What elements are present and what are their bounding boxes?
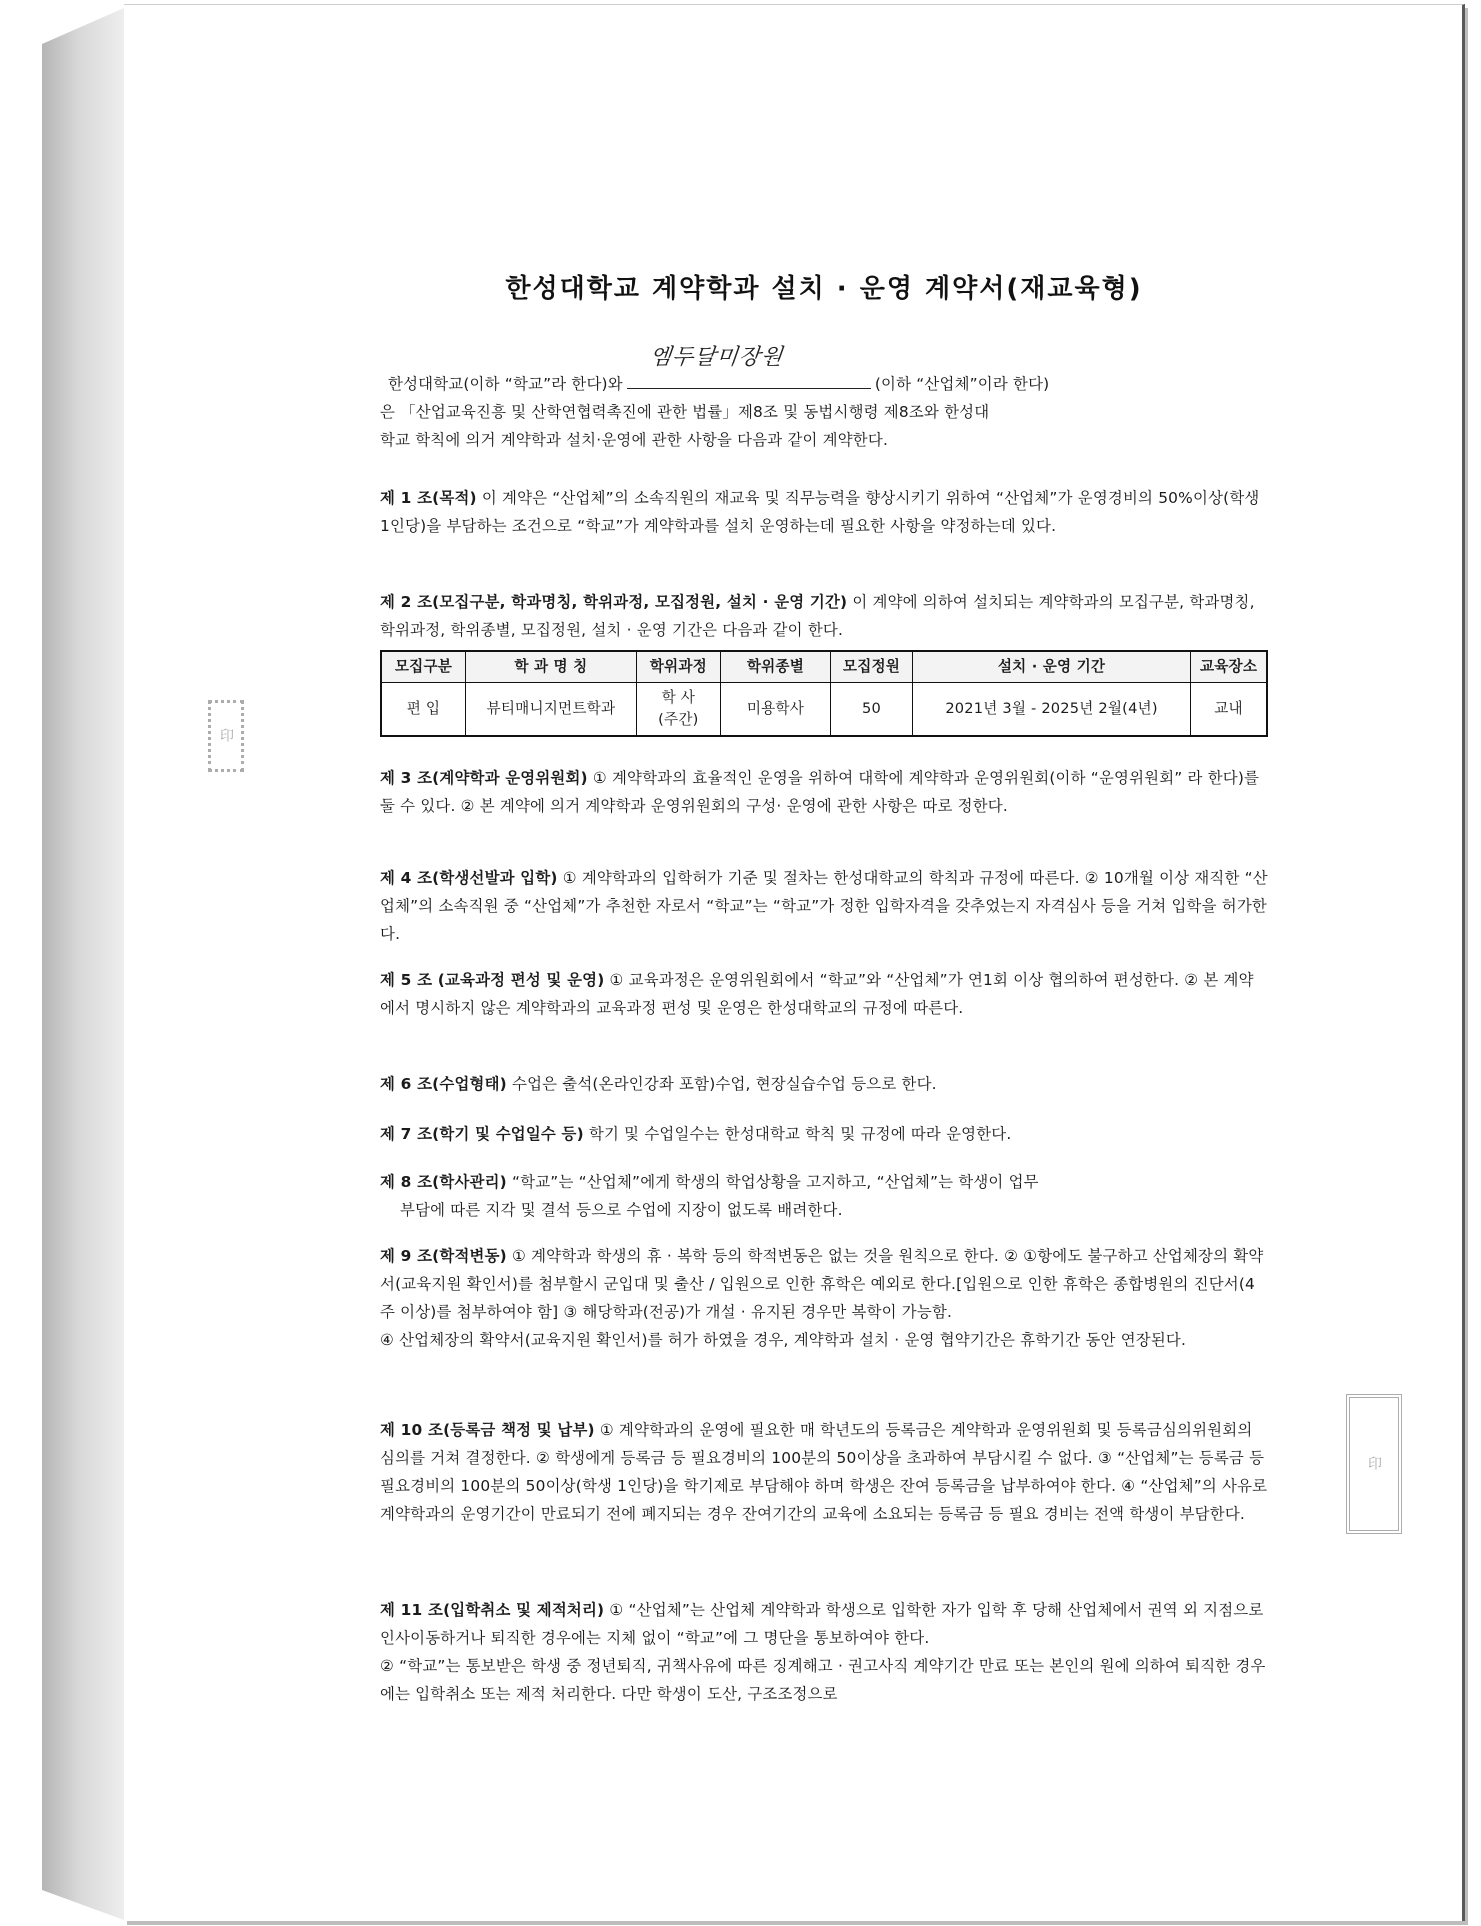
article-3 xyxy=(380,764,1268,820)
article-9 xyxy=(380,1242,1268,1354)
table-row xyxy=(381,683,1267,737)
article-10 xyxy=(380,1416,1268,1528)
article-8-text: “학교”는 “산업체”에게 학생의 학업상황을 고지하고, “산업체”는 학생이 업무 xyxy=(506,1173,1039,1191)
article-5-text: ① 교육과정은 운영위원회에서 “학교”와 “산업체”가 연1회 이상 협의하여 편성한다. ② 본 계약에서 명시하지 않은 계약학과의 교육과정 편성 및 운영은 한성대학교의 규정에 따른다. xyxy=(380,971,1254,1017)
seal-stamp-left: 印 xyxy=(208,700,244,772)
intro-part1: 한성대학교(이하 “학교”라 한다)와 xyxy=(388,375,623,393)
intro-line2: 은 「산업교육진흥 및 산학연협력촉진에 관한 법률」제8조 및 동법시행령 제8조와 한성대 xyxy=(380,403,990,421)
article-7-heading: 제 7 조(학기 및 수업일수 등) xyxy=(380,1125,584,1143)
intro-line3: 학교 학칙에 의거 계약학과 설치·운영에 관한 사항을 다음과 같이 계약한다. xyxy=(380,431,889,449)
party-signature: 엠두달미장원 xyxy=(648,345,785,370)
table-header: 모집구분 xyxy=(381,651,465,683)
article-11 xyxy=(380,1596,1268,1708)
table-header: 학위종별 xyxy=(720,651,830,683)
article-7 xyxy=(380,1120,1268,1148)
table-cell: 뷰티매니지먼트학과 xyxy=(465,683,636,737)
article-3-heading: 제 3 조(계약학과 운영위원회) xyxy=(380,769,588,787)
article-9-text: ① 계약학과 학생의 휴 · 복학 등의 학적변동은 없는 것을 원칙으로 한다. ② ①항에도 불구하고 산업체장의 확약서(교육지원 확인서)를 첨부할시 군입대 및 출산 / 입원으로 인한 휴학은 예외로 한다.[입원으로 인한 휴학은 종합병원의 진단서(4주 이상)를 첨부하여야 함] ③ 해당학과(전공)가 개설 · 유지된 경우만 복학이 가능함. xyxy=(380,1247,1264,1321)
article-10-heading: 제 10 조(등록금 책정 및 납부) xyxy=(380,1421,595,1439)
program-table xyxy=(380,650,1268,737)
article-5 xyxy=(380,966,1268,1022)
article-10-text: ① 계약학과의 운영에 필요한 매 학년도의 등록금은 계약학과 운영위원회 및 등록금심의위원회의 심의를 거쳐 결정한다. ② 학생에게 등록금 등 필요경비의 100분의 50이상을 초과하여 부담시킬 수 없다. ③ “산업체”는 등록금 등 필요경비의 100분의 50이상(학생 1인당)을 학기제로 부담해야 하며 학생은 잔여 등록금을 납부하여야 한다. ④ “산업체”의 사유로 계약학과의 운영기간이 만료되기 전에 폐지되는 경우 잔여기간의 교육에 소요되는 등록금 등 필요 경비는 전액 학생이 부담한다. xyxy=(380,1421,1268,1523)
article-6-text: 수업은 출석(온라인강좌 포함)수업, 현장실습수업 등으로 한다. xyxy=(506,1075,937,1093)
article-2-text: 이 계약에 의하여 설치되는 계약학과의 모집구분, 학과명칭, 학위과정, 학위종별, 모집정원, 설치 · 운영 기간은 다음과 같이 한다. xyxy=(380,593,1255,639)
article-8 xyxy=(380,1168,1268,1224)
article-11-text2: ② “학교”는 통보받은 학생 중 정년퇴직, 귀책사유에 따른 징계해고 · 권고사직 계약기간 만료 또는 본인의 원에 의하여 퇴직한 경우에는 입학취소 또는 제적 처리한다. 다만 학생이 도산, 구조조정으로 xyxy=(380,1657,1266,1703)
article-1 xyxy=(380,484,1268,540)
intro-part2: (이하 “산업체”이라 한다) xyxy=(874,375,1050,393)
table-cell: 50 xyxy=(831,683,913,737)
table-header: 학 과 명 칭 xyxy=(465,651,636,683)
article-8-text2: 부담에 따른 지각 및 결석 등으로 수업에 지장이 없도록 배려한다. xyxy=(400,1201,843,1219)
table-header: 설치 · 운영 기간 xyxy=(912,651,1190,683)
article-9-text2: ④ 산업체장의 확약서(교육지원 확인서)를 허가 하였을 경우, 계약학과 설치 · 운영 협약기간은 휴학기간 동안 연장된다. xyxy=(380,1331,1187,1349)
article-9-heading: 제 9 조(학적변동) xyxy=(380,1247,507,1265)
article-2 xyxy=(380,588,1268,644)
article-2-heading: 제 2 조(모집구분, 학과명칭, 학위과정, 모집정원, 설치 · 운영 기간) xyxy=(380,593,848,611)
article-7-text: 학기 및 수업일수는 한성대학교 학칙 및 규정에 따라 운영한다. xyxy=(583,1125,1012,1143)
table-header: 교육장소 xyxy=(1191,651,1267,683)
article-6 xyxy=(380,1070,1268,1098)
table-header-row xyxy=(381,651,1267,683)
table-cell: 편 입 xyxy=(381,683,465,737)
article-5-heading: 제 5 조 (교육과정 편성 및 운영) xyxy=(380,971,605,989)
article-6-heading: 제 6 조(수업형태) xyxy=(380,1075,507,1093)
article-4-text: ① 계약학과의 입학허가 기준 및 절차는 한성대학교의 학칙과 규정에 따른다. ② 10개월 이상 재직한 “산업체”의 소속직원 중 “산업체”가 추천한 자로서 “학교”는 “학교”가 정한 입학자격을 갖추었는지 자격심사 등을 거쳐 입학을 허가한다. xyxy=(380,869,1268,943)
article-11-heading: 제 11 조(입학취소 및 제적처리) xyxy=(380,1601,605,1619)
article-4 xyxy=(380,864,1268,948)
article-1-text: 이 계약은 “산업체”의 소속직원의 재교육 및 직무능력을 향상시키기 위하여 “산업체”가 운영경비의 50%이상(학생 1인당)을 부담하는 조건으로 “학교”가 계약학과를 설치 운영하는데 필요한 사항을 약정하는데 있다. xyxy=(380,489,1260,535)
table-cell: 교내 xyxy=(1191,683,1267,737)
table-cell: 학 사 (주간) xyxy=(636,683,720,737)
table-header: 학위과정 xyxy=(636,651,720,683)
document-title: 한성대학교 계약학과 설치 · 운영 계약서(재교육형) xyxy=(505,274,1143,304)
article-1-heading: 제 1 조(목적) xyxy=(380,489,477,507)
article-4-heading: 제 4 조(학생선발과 입학) xyxy=(380,869,558,887)
table-cell: 2021년 3월 - 2025년 2월(4년) xyxy=(912,683,1190,737)
article-8-heading: 제 8 조(학사관리) xyxy=(380,1173,507,1191)
page-stack-edge xyxy=(42,8,124,1920)
party-signature-line xyxy=(627,345,871,389)
article-11-text: ① “산업체”는 산업체 계약학과 학생으로 입학한 자가 입학 후 당해 산업체에서 권역 외 지점으로 인사이동하거나 퇴직한 경우에는 지체 없이 “학교”에 그 명단을 통보하여야 한다. xyxy=(380,1601,1264,1647)
seal-stamp-right: 印 xyxy=(1346,1394,1402,1534)
table-cell: 미용학사 xyxy=(720,683,830,737)
table-header: 모집정원 xyxy=(831,651,913,683)
article-3-text: ① 계약학과의 효율적인 운영을 위하여 대학에 계약학과 운영위원회(이하 “운영위원회” 라 한다)를 둘 수 있다. ② 본 계약에 의거 계약학과 운영위원회의 구성· 운영에 관한 사항은 따로 정한다. xyxy=(380,769,1260,815)
intro-paragraph xyxy=(380,345,1268,454)
